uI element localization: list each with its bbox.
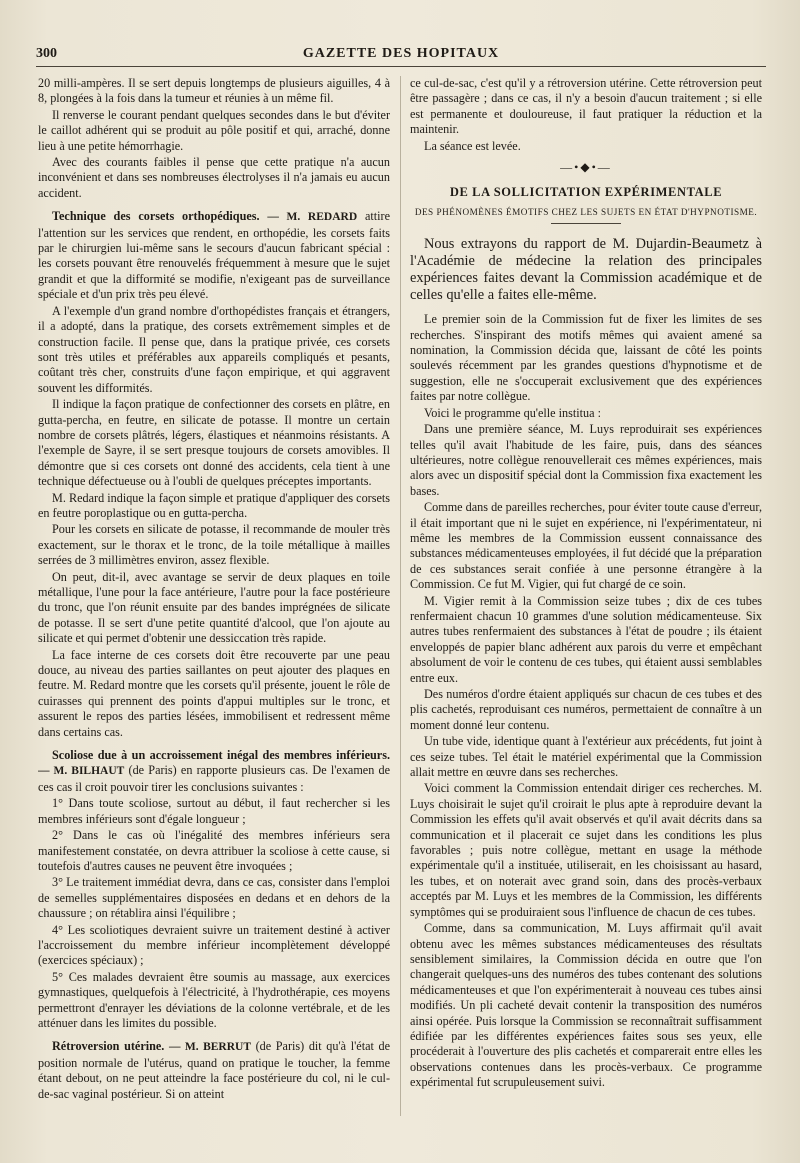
corsets-article-title: Technique des corsets orthopédiques. [52, 209, 260, 224]
conclusion-item: 1° Dans toute scoliose, surtout au début, il faut rechercher si les membres inférieurs sont d'égale longueur ; [38, 796, 390, 826]
corsets-paragraph: La face interne de ces corsets doit être recouverte par une peau douce, au niveau des parties saillantes on peut ajouter des plaques en feutre. M. Redard montre que les corsets qu'il présente, jouent le rôle de cuirasses qui prennent des points d'appui multiples sur le tronc, et assurent le repos des parties lésées, immobilisent et redressent même dans certains cas. [38, 647, 390, 739]
journal-title: GAZETTE DES HOPITAUX [302, 46, 500, 61]
report-paragraph: Comme dans de pareilles recherches, pour éviter toute cause d'erreur, il était important que ni le sujet en expérience, ni l'expérimentateur, ni même les membres de la Commission eussent connaissance des substances médicamenteuses employées, il fut décidé que la préparation de ces substances serait confiée à une personne étrangère à la Commission. Ce fut M. Vigier, qui fut chargé de ce soin. [410, 500, 762, 592]
corsets-paragraph: A l'exemple d'un grand nombre d'orthopédistes français et étrangers, il a adopté, dans la pratique, des corsets extrêmement simples et de construction facile. Il pense que, dans la pratique privée, ces corsets sont très utiles et préférables aux appareils compliqués et pesants, coûtant très cher, construits d'une façon empirique, et qui aggravent souvent les difformités. [38, 303, 390, 395]
spacer [410, 305, 762, 312]
conclusion-item: 2° Dans le cas où l'inégalité des membres inférieurs sera manifestement constatée, on devra attribuer la scoliose à cette cause, si toutefois d'autres causes ne peuvent être invoquées ; [38, 828, 390, 873]
page-number: 300 [36, 46, 57, 61]
intro-paragraph: Il renverse le courant pendant quelques secondes dans le but d'éviter le caillot adhérent qui se produit au pôle positif et qui, arraché, donne lieu à une petite hémorrhagie. [38, 107, 390, 153]
section-subtitle: DES PHÉNOMÈNES ÉMOTIFS CHEZ LES SUJETS EN ÉTAT D'HYPNOTISME. [414, 206, 758, 217]
retroversion-article-author: — M. BERRUT [168, 1041, 251, 1054]
intro-paragraph: Avec des courants faibles il pense que cette pratique n'a aucun inconvénient et dans ses nombreuses électrolyses il n'a jamais eu aucun accident. [38, 155, 390, 200]
report-paragraph: Voici comment la Commission entendait diriger ces recherches. M. Luys choisirait le sujet qu'il croirait le plus apte à reproduire devant la Commission les effets qu'il avait observés et qu'il avait décrits dans sa communication et il placerait ce sujet dans les conditions les plus favorables ; puis notre collègue, mettant en usage la méthode expérimentale qu'il a instituée, utiliserait, en les choisissant au hasard, les tubes, et on noterait avec grand soin, dans des procès-verbaux acceptés par M. Luys et les membres de la Commission, les différents symptômes qui se produiraient sous l'influence de chacun de ces tubes. [410, 781, 762, 919]
corsets-paragraph: Il indique la façon pratique de confectionner des corsets en plâtre, en gutta-percha, en feutre, en silicate de potasse. Il montre un certain nombre de corsets plâtrés, légers, élastiques et néanmoins résistants. A l'exemple de Sayre, il se sert presque toujours de corsets amovibles. Il démontre que si ces corsets ont donné des accidents, cela tient à une technique défectueuse ou à l'oubli de quelques préceptes importants. [38, 397, 390, 489]
scoliose-article-text: (de Paris) en rapporte plusieurs cas. De l'examen de ces cas il croit pouvoir tirer les conclusions suivantes : [38, 763, 390, 794]
report-paragraph: M. Vigier remit à la Commission seize tubes ; dix de ces tubes renfermaient chacun 10 grammes d'une solution médicamenteuse. Six autres tubes renfermaient des substances à l'état de poudre ; ils étaient enveloppés de papier blanc adhérent aux parois du verre et empêchant absolument de voir le contenu de ces tubes, qui étaient aussi semblables entre eux. [410, 593, 762, 685]
conclusion-item: 5° Ces malades devraient être soumis au massage, aux exercices gymnastiques, quelquefois à l'électricité, à l'hydrothérapie, ces moyens permettront d'enrayer les déviations de la colonne vertébrale, et de les atténuer dans les limites du possible. [38, 969, 390, 1030]
report-paragraph: Un tube vide, identique quant à l'extérieur aux précédents, fut joint à ces seize tubes. Tel était le matériel expérimental que la Commission allait mettre en œuvre dans ses recherches. [410, 734, 762, 780]
column-divider [400, 76, 401, 1116]
retroversion-article-lead [38, 1039, 390, 1102]
continuation-paragraph: ce cul-de-sac, c'est qu'il y a rétroversion utérine. Cette rétroversion peut être passagère ; dans ce cas, il n'y a besoin d'aucun traitement ; si elle est permanente et douloureuse, il faut pratiquer la réduction et la maintenir. [410, 76, 762, 137]
spacer [38, 1032, 390, 1039]
report-intro: Nous extrayons du rapport de M. Dujardin-Beaumetz à l'Académie de médecine la relation des principales expériences faites devant la Commission académique et de celles qu'elle a faites elle-même. [410, 236, 762, 304]
retroversion-article-text: (de Paris) dit qu'à l'état de position normale de l'utérus, quand on pratique le toucher, la femme étant debout, on ne peut atteindre la face postérieure du col, ni le cul-de-sac vaginal postérieur. Si on atteint [38, 1039, 390, 1101]
conclusion-item: 4° Les scoliotiques devraient suivre un traitement destiné à activer l'accroissement du membre inférieur incomplètement développé (exercices spéciaux) ; [38, 922, 390, 968]
section-ornament: —•◆•— [560, 160, 612, 175]
corsets-paragraph: M. Redard indique la façon simple et pratique d'appliquer des corsets en feutre poroplastique ou en gutta-percha. [38, 490, 390, 520]
report-paragraph: Comme, dans sa communication, M. Luys affirmait qu'il avait obtenu avec les mêmes substances médicamenteuses des résultats sensiblement similaires, la Commission décida en outre que l'on changerait quelques-uns des numéros des tubes contenant des solutions médicamenteuses et que l'on expérimenterait à nouveau ces tubes ainsi modifiés. Un pli cacheté devait contenir la transposition des numéros ainsi opérée. Puis lorsque la Commission se reconnaîtrait suffisamment édifiée par les différentes expériences faites sous ses yeux, elle procéderait à l'ouverture des plis cachetés et comparerait entre elles les observations contenues dans les procès-verbaux. Ce programme expérimental fut scrupuleusement suivi. [410, 921, 762, 1090]
session-closing: La séance est levée. [424, 138, 521, 153]
report-paragraph: Le premier soin de la Commission fut de fixer les limites de ses recherches. S'inspirant des motifs mêmes qui avaient amené sa nomination, la Commission décida que, laissant de côté les points soulevés récemment par les grandes questions d'hypnotisme et de suggestion, elle ne s'occuperait exclusivement que des expériences faites par notre collègue. [410, 312, 762, 404]
left-column [38, 76, 390, 1126]
corsets-article-text: attire l'attention sur les services que rendent, en orthopédie, les corsets faits par le chirurgien lui-même sans le secours d'aucun fabricant spécial : les corsets pouvant être renouvelés fréquemment à mesure que le sujet grandit et que la difformité se modifie, n'exigeant pas de surveillance spéciale et d'un prix très peu élevé. [38, 209, 390, 302]
retroversion-article-title: Rétroversion utérine. [52, 1039, 165, 1054]
scoliose-article-title: Scoliose due à un accroissement inégal des membres inférieurs. [52, 748, 390, 763]
report-intro-block [410, 236, 762, 304]
report-paragraph: Des numéros d'ordre étaient appliqués sur chacun de ces tubes et des plis cachetés, reproduisant ces numéros, permettaient de connaître à un moment donné leur contenu. [410, 687, 762, 732]
spacer [38, 741, 390, 748]
intro-paragraph: 20 milli-ampères. Il se sert depuis longtemps de plusieurs aiguilles, 4 à 8, plongées à la fois dans la tumeur et réunies à un même fil. [38, 76, 390, 106]
title-underline [551, 223, 621, 224]
spacer [38, 202, 390, 209]
page-header [36, 44, 766, 67]
corsets-paragraph: On peut, dit-il, avec avantage se servir de deux plaques en toile métallique, l'une pour la face antérieure, l'autre pour la face postérieure du tronc, que l'on réunit ensuite par des bandes imprégnées de silicate de potasse. Il se sert d'une petite quantité d'alcool, que l'on ajoute au silicate et qui permet d'obtenir une dessiccation très rapide. [38, 569, 390, 646]
corsets-article-lead [38, 209, 390, 302]
conclusion-item: 3° Le traitement immédiat devra, dans ce cas, consister dans l'emploi de semelles supplémentaires disposées en dedans et en dehors de la chaussure ; on rétablira ainsi l'équilibre ; [38, 875, 390, 921]
corsets-article-author: — M. REDARD [267, 211, 358, 224]
report-paragraph: Voici le programme qu'elle institua : [424, 405, 601, 420]
corsets-paragraph: Pour les corsets en silicate de potasse, il recommande de mouler très exactement, sur le thorax et le tronc, de la toile métallique à mailles serrées de 3 millimètres environ, assez flexible. [38, 522, 390, 568]
scoliose-article-lead [38, 748, 390, 795]
section-title: DE LA SOLLICITATION EXPÉRIMENTALE [449, 185, 723, 200]
report-paragraph: Dans une première séance, M. Luys reproduirait ses expériences telles qu'il avait l'habitude de les faire, puis, dans des séances ultérieures, notre collègue renouvellerait ces mêmes expériences, mais alors avec un dispositif spécial dont la Commission fixa exactement les bases. [410, 422, 762, 498]
scoliose-article-author: — M. BILHAUT [38, 765, 125, 778]
right-column [410, 76, 762, 1126]
